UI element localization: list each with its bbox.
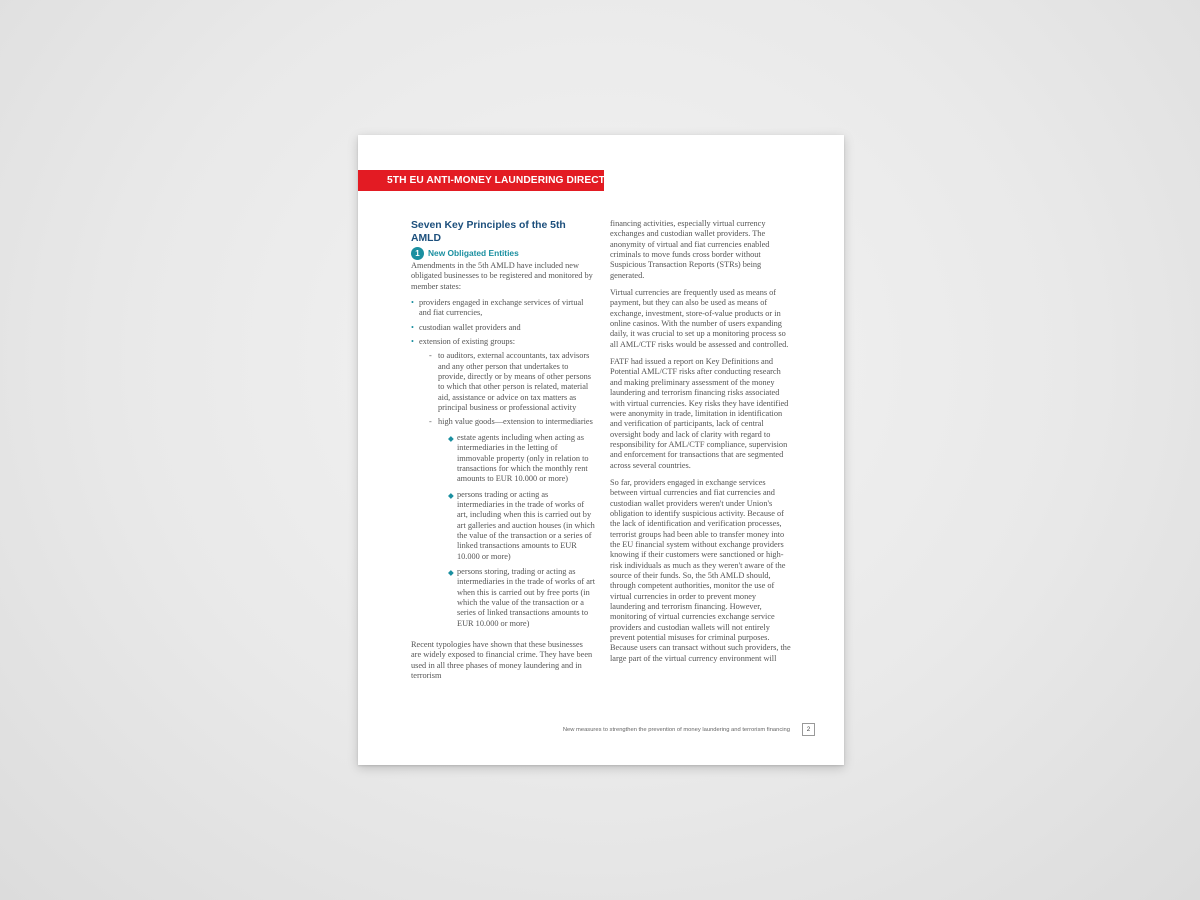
sub-list: [429, 351, 595, 629]
diamond-list-item: [448, 433, 595, 485]
intro-paragraph: Amendments in the 5th AMLD have included new obligated businesses to be registered and monitored by member states:: [411, 261, 593, 291]
section-title: Seven Key Principles of the 5th AMLD: [411, 220, 566, 244]
paragraph: FATF had issued a report on Key Definitions and Potential AML/CTF risks after conducting research and making preliminary assessment of the money laundering and terrorism financing risks associated with virtual currencies. Key risks they have identified were anonymity in trade, limitation in identification and verification of participants, lack of central oversight body and lack of clarity with regard to responsibility for AML/CTF compliance, supervision and enforcement for transactions that are segmented across several countries.: [610, 357, 789, 470]
dash-icon: -: [429, 351, 432, 361]
bullet-text: extension of existing groups:: [419, 337, 516, 347]
principle-heading: [411, 247, 595, 260]
diamond-item-text: persons trading or acting as intermediaries in the trade of works of art, including when this is carried out by art galleries and auction houses (in which the value of the transaction or a series of linked transactions amounts to EUR 10.000 or more): [457, 489, 595, 561]
diamond-item-text: persons storing, trading or acting as intermediaries in the trade of works of art when this is carried out by free ports (in which the value of the transaction or a series of linked transactions amounts to EUR 10.000 or more): [457, 566, 596, 628]
diamond-list-item: [448, 567, 595, 629]
diamond-item-text: estate agents including when acting as intermediaries in the letting of immovable property (only in relation to transactions for which the monthly rent amounts to EUR 10.000 or more): [457, 432, 589, 484]
paragraph: So far, providers engaged in exchange services between virtual currencies and fiat currencies and custodian wallet providers weren't under Union's obligation to identify suspicious activity. Because of the lack of identification and verification processes, terrorist groups had been able to transfer money into the EU financial system without exchange providers knowing if their customers were sanctioned or high-risk individuals as much as they weren't aware of the source of their funds. So, the 5th AMLD should, through competent authorities, monitor the use of virtual currencies in order to prevent money laundering and terrorism financing. However, monitoring of virtual currencies exchange service providers and custodian wallets will not entirely prevent potential misuses for criminal purposes. Because users can transact without such providers, the large part of the virtual currency environment will: [610, 477, 791, 663]
page-number: 2: [802, 723, 815, 736]
diamond-icon: ◆: [448, 433, 454, 443]
list-item: [411, 323, 595, 333]
right-column: [610, 219, 792, 671]
diamond-list: [448, 433, 595, 629]
number-badge: 1: [411, 247, 424, 260]
paragraph: financing activities, especially virtual currency exchanges and custodian wallet providers. The anonymity of virtual and fiat currencies enabled criminals to move funds cross border without Suspicious Transaction Reports (STRs) being generated.: [610, 219, 770, 280]
bullet-text: custodian wallet providers and: [419, 322, 521, 332]
paragraph: Virtual currencies are frequently used as means of payment, but they can also be used as means of exchange, investment, store-of-value products or in online casinos. With the number of users expanding daily, it was crucial to set up a monitoring process so all AML/CTF risks would be assessed and controlled.: [610, 288, 789, 349]
sub-list-item: [429, 417, 595, 629]
bullet-icon: •: [411, 322, 414, 332]
document-page: [358, 135, 844, 765]
page-footer: [563, 723, 815, 736]
list-item: [411, 337, 595, 629]
sub-item-text: high value goods—extension to intermediaries: [438, 417, 593, 427]
bullet-icon: •: [411, 337, 414, 347]
list-item: [411, 298, 595, 319]
sub-item-text: to auditors, external accountants, tax advisors and any other person that undertakes to provide, directly or by means of other persons to which that other person is related, material aid, assistance or advice on tax matters as principal business or professional activity: [438, 351, 591, 413]
footer-text: New measures to strengthen the prevention of money laundering and terrorism financing: [562, 726, 790, 733]
left-column: [411, 219, 595, 681]
diamond-icon: ◆: [448, 567, 454, 577]
bullet-list: [411, 298, 595, 629]
closing-paragraph: Recent typologies have shown that these businesses are widely exposed to financial crime. They have been used in all three phases of money laundering and in terrorism: [411, 640, 593, 681]
dash-icon: -: [429, 417, 432, 427]
diamond-list-item: [448, 490, 595, 562]
principle-title: New Obligated Entities: [428, 248, 519, 259]
bullet-icon: •: [411, 298, 414, 308]
sub-list-item: [429, 351, 595, 413]
directive-banner: 5TH EU ANTI-MONEY LAUNDERING DIRECTIVE: [358, 170, 604, 191]
bullet-text: providers engaged in exchange services of virtual and fiat currencies,: [419, 298, 584, 318]
diamond-icon: ◆: [448, 490, 454, 500]
